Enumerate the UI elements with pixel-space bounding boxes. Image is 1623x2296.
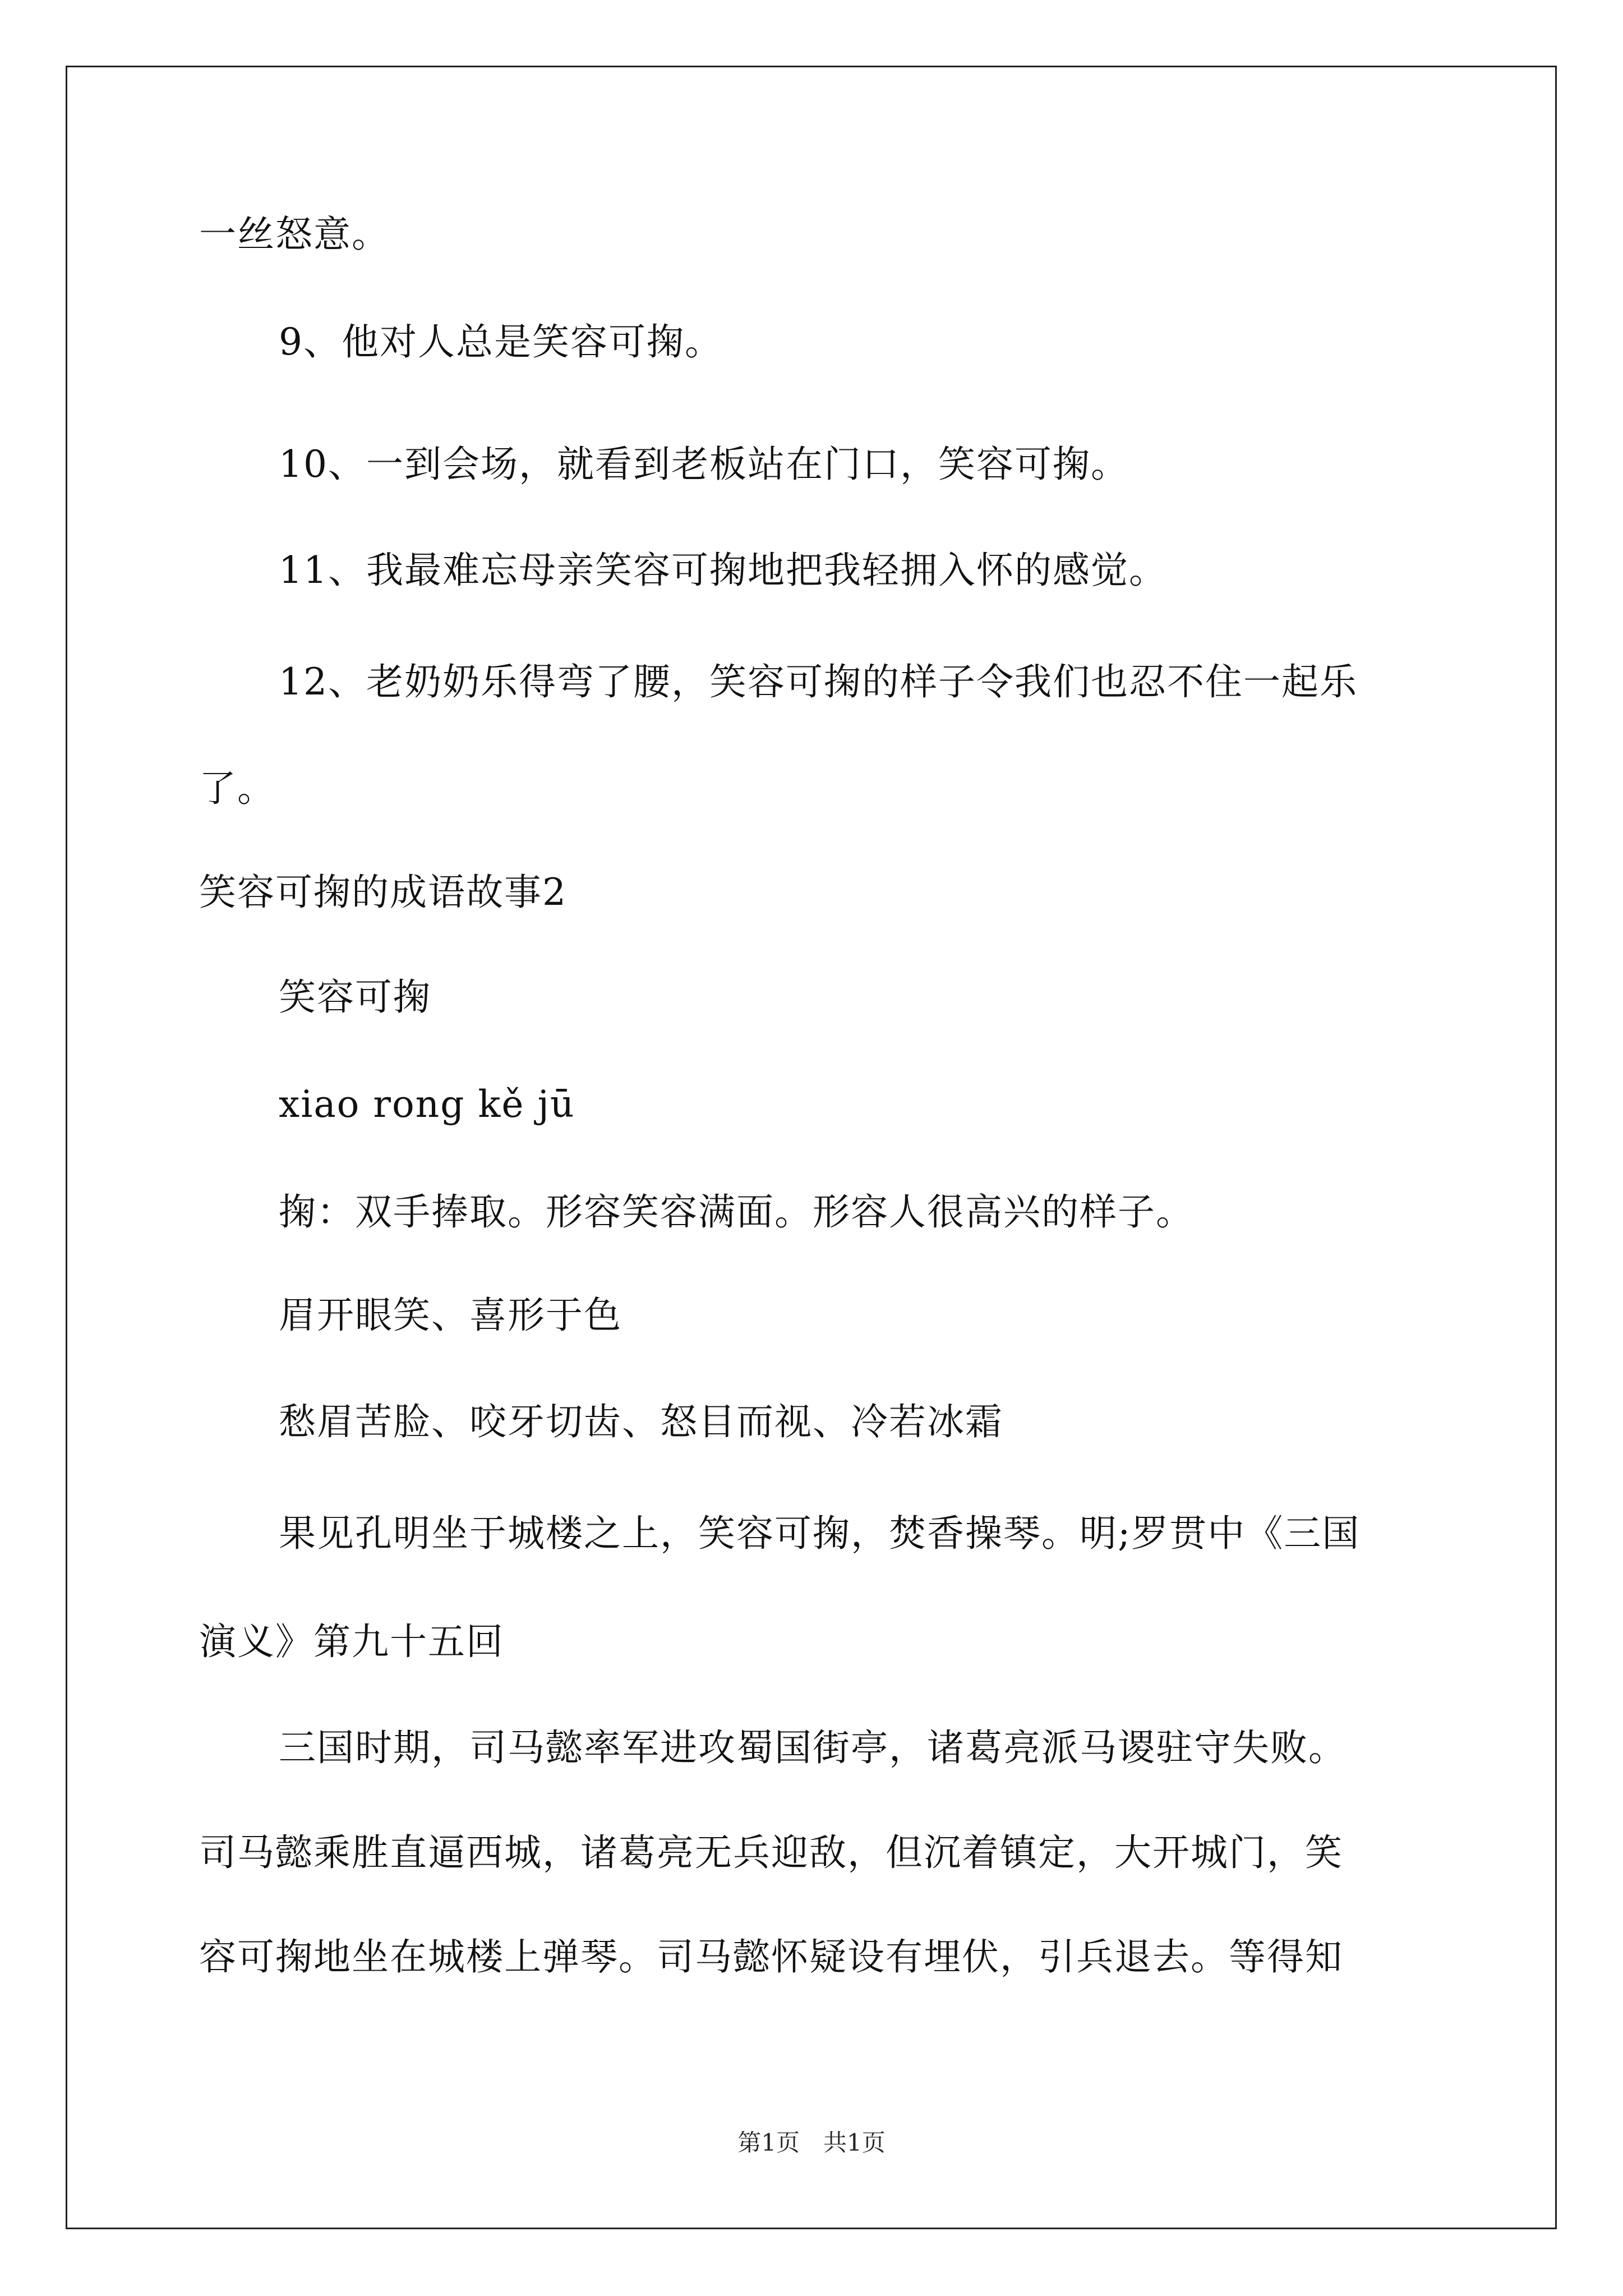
- text-line: 愁眉苦脸、咬牙切齿、怒目而视、冷若冰霜: [279, 1400, 1003, 1443]
- text-line: 司马懿乘胜直逼西城，诸葛亮无兵迎敌，但沉着镇定，大开城门，笑: [199, 1831, 1343, 1874]
- page-number: 第1页: [737, 2129, 800, 2156]
- text-line: 12、老奶奶乐得弯了腰，笑容可掬的样子令我们也忍不住一起乐: [279, 660, 1358, 703]
- text-line: 笑容可掬: [279, 976, 431, 1019]
- text-line: 三国时期，司马懿率军进攻蜀国街亭，诸葛亮派马谡驻守失败。: [279, 1726, 1347, 1769]
- text-line: 果见孔明坐于城楼之上，笑容可掬，焚香操琴。明;罗贯中《三国: [279, 1512, 1361, 1555]
- text-line: 11、我最难忘母亲笑容可掬地把我轻拥入怀的感觉。: [279, 549, 1167, 592]
- page-total: 共1页: [823, 2129, 886, 2156]
- pinyin-line: xiao rong kě jū: [279, 1083, 575, 1126]
- text-line: 10、一到会场，就看到老板站在门口，笑容可掬。: [279, 443, 1129, 486]
- text-line: 一丝怒意。: [199, 213, 390, 256]
- page-footer: [0, 2129, 1623, 2157]
- text-line: 演义》第九十五回: [199, 1620, 504, 1663]
- text-line: 容可掬地坐在城楼上弹琴。司马懿怀疑设有埋伏，引兵退去。等得知: [199, 1935, 1343, 1978]
- text-line: 眉开眼笑、喜形于色: [279, 1294, 622, 1337]
- page-border: [66, 66, 1557, 2229]
- text-line: 掬：双手捧取。形容笑容满面。形容人很高兴的样子。: [279, 1190, 1194, 1234]
- text-line: 了。: [199, 767, 275, 810]
- section-heading: 笑容可掬的成语故事2: [199, 871, 567, 914]
- text-line: 9、他对人总是笑容可掬。: [279, 320, 723, 364]
